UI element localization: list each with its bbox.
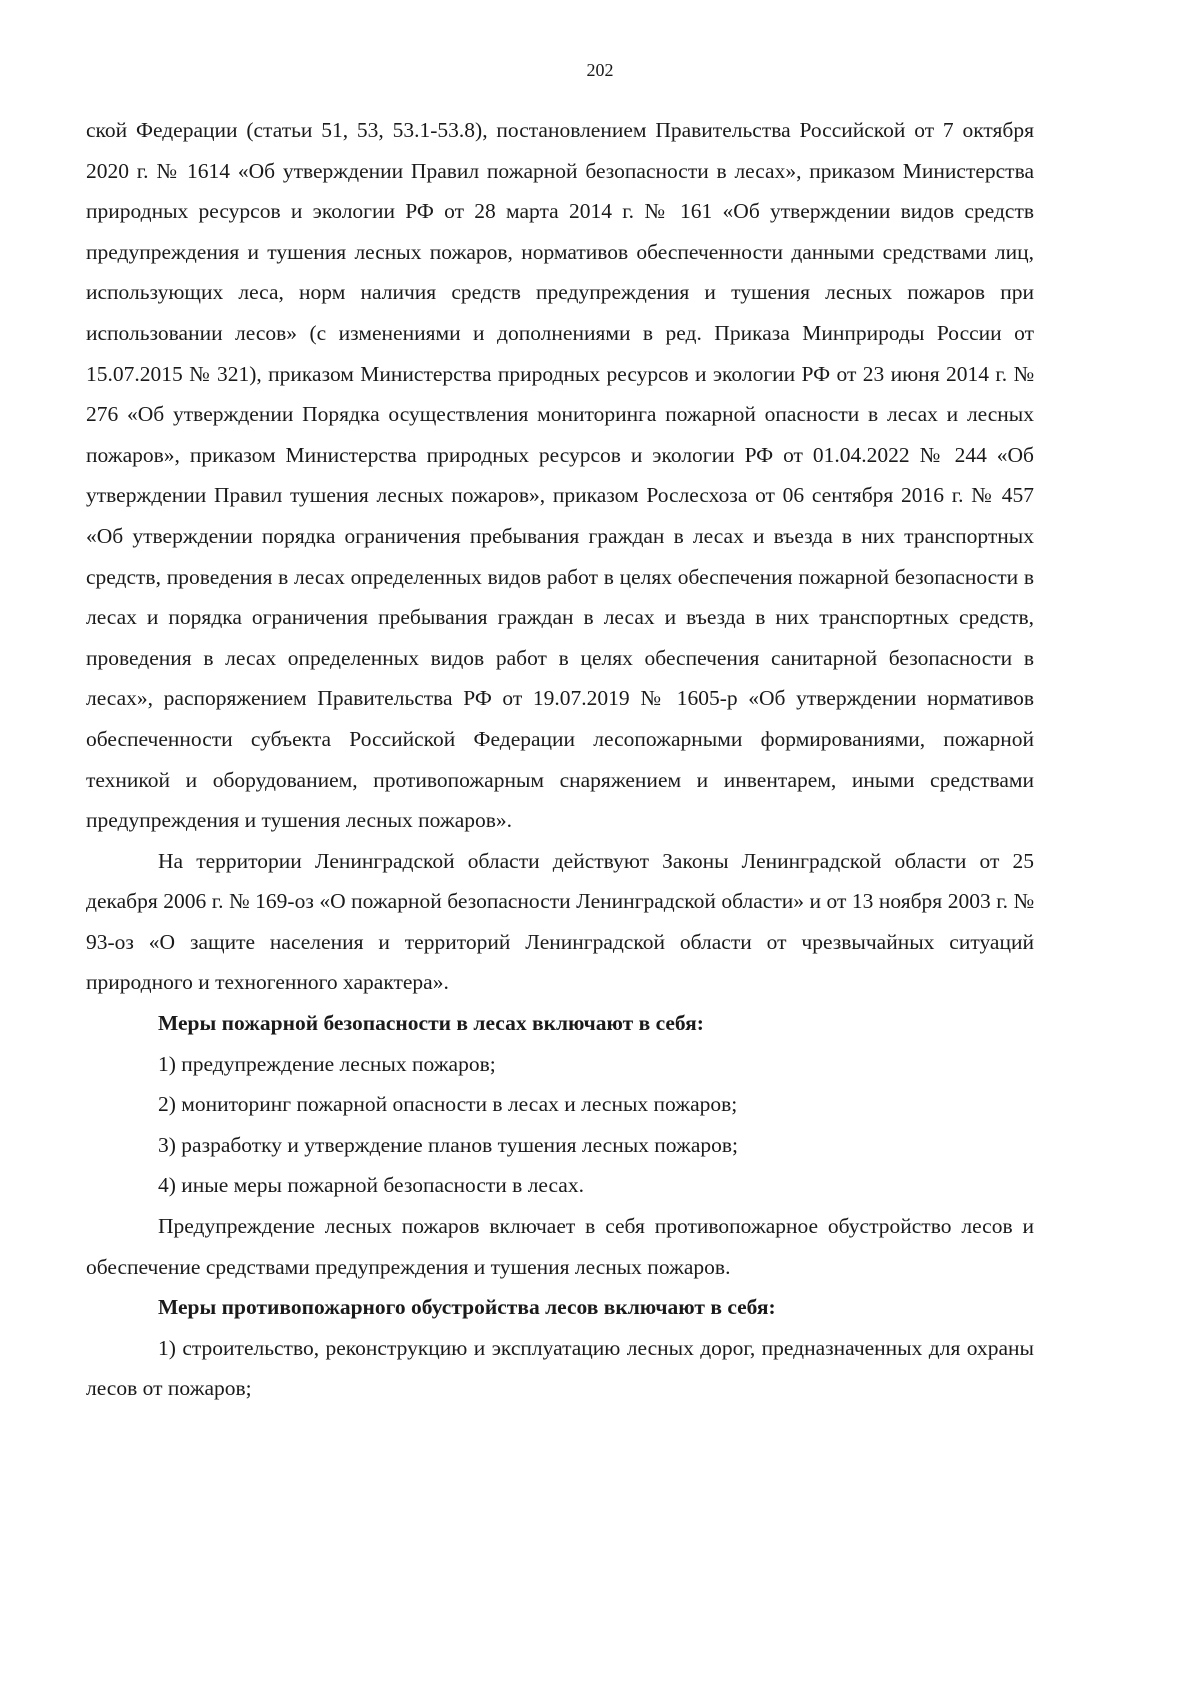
list-item: 1) строительство, реконструкцию и эксплуатацию лесных дорог, предназначенных для охраны лесов от пожаров;: [86, 1335, 1034, 1401]
document-body: [86, 110, 1034, 1409]
paragraph-fire-prevention: Предупреждение лесных пожаров включает в себя противопожарное обустройство лесов и обеспечение средствами предупреждения и тушения лесных пожаров.: [86, 1214, 1034, 1279]
list-item: 1) предупреждение лесных пожаров;: [158, 1051, 496, 1076]
list-item: 3) разработку и утверждение планов тушения лесных пожаров;: [158, 1132, 739, 1157]
paragraph-legal-references: ской Федерации (статьи 51, 53, 53.1-53.8), постановлением Правительства Российской от 7 октября 2020 г. № 1614 «Об утверждении Правил пожарной безопасности в лесах», приказом Министерства природных ресурсов и экологии РФ от 28 марта 2014 г. № 161 «Об утверждении видов средств предупреждения и тушения лесных пожаров, нормативов обеспеченности данными средствами лиц, использующих леса, норм наличия средств предупреждения и тушения лесных пожаров при использовании лесов» (с изменениями и дополнениями в ред. Приказа Минприроды России от 15.07.2015 № 321), приказом Министерства природных ресурсов и экологии РФ от 23 июня 2014 г. № 276 «Об утверждении Порядка осуществления мониторинга пожарной опасности в лесах и лесных пожаров», приказом Министерства природных ресурсов и экологии РФ от 01.04.2022 № 244 «Об утверждении Правил тушения лесных пожаров», приказом Рослесхоза от 06 сентября 2016 г. № 457 «Об утверждении порядка ограничения пребывания граждан в лесах и въезда в них транспортных средств, проведения в лесах определенных видов работ в целях обеспечения пожарной безопасности в лесах и порядка ограничения пребывания граждан в лесах и въезда в них транспортных средств, проведения в лесах определенных видов работ в целях обеспечения санитарной безопасности в лесах», распоряжением Правительства РФ от 19.07.2019 № 1605-р «Об утверждении нормативов обеспеченности субъекта Российской Федерации лесопожарными формированиями, пожарной техникой и оборудованием, противопожарным снаряжением и инвентарем, иными средствами предупреждения и тушения лесных пожаров».: [86, 118, 1034, 833]
page-number: 202: [586, 60, 614, 80]
heading-fire-arrangement-measures: Меры противопожарного обустройства лесов включают в себя:: [158, 1295, 776, 1320]
list-item: 4) иные меры пожарной безопасности в лесах.: [158, 1173, 584, 1198]
paragraph-regional-laws: На территории Ленинградской области действуют Законы Ленинградской области от 25 декабря 2006 г. № 169-оз «О пожарной безопасности Ленинградской области» и от 13 ноября 2003 г. № 93-оз «О защите населения и территорий Ленинградской области от чрезвычайных ситуаций природного и техногенного характера».: [86, 848, 1034, 995]
heading-fire-safety-measures: Меры пожарной безопасности в лесах включают в себя:: [158, 1011, 704, 1036]
list-item: 2) мониторинг пожарной опасности в лесах и лесных пожаров;: [158, 1092, 738, 1117]
